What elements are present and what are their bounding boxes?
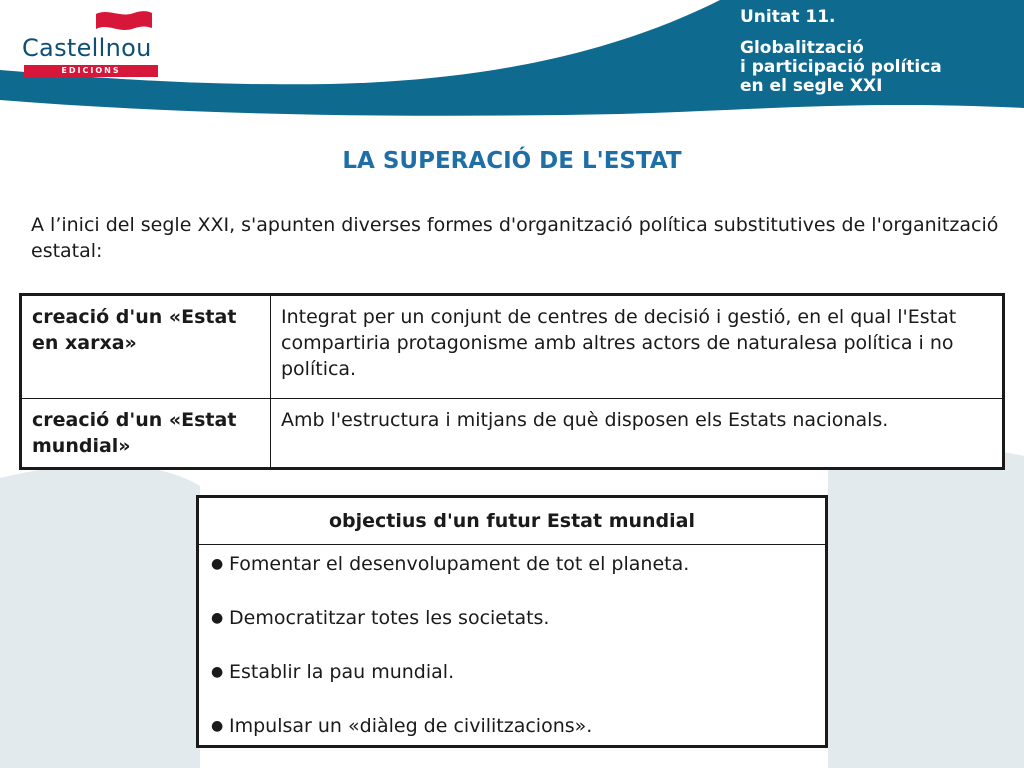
list-item — [209, 659, 815, 685]
definition-term: creació d'un «Estat en xarxa» — [21, 295, 271, 399]
objectives-heading: objectius d'un futur Estat mundial — [198, 497, 827, 545]
list-item — [209, 713, 815, 739]
objective-text: Impulsar un «diàleg de civilitzacions». — [229, 715, 593, 737]
table-row — [21, 295, 1004, 399]
objectives-body — [198, 545, 827, 747]
intro-paragraph: A l’inici del segle XXI, s'apunten diverses formes d'organització política substitutives de l'organització estatal: — [31, 214, 999, 262]
brand-name: Castellnou — [22, 34, 152, 62]
bullet-icon: ● — [211, 718, 224, 734]
unit-label: Unitat 11. — [740, 7, 836, 27]
list-item — [209, 605, 815, 631]
bullet-icon: ● — [211, 610, 224, 626]
unit-title-line: i participació política — [740, 57, 942, 77]
definition-description: Amb l'estructura i mitjans de què disposen els Estats nacionals. — [271, 399, 1004, 469]
objectives-list — [209, 551, 815, 739]
footer-wave — [0, 464, 200, 768]
unit-header — [740, 8, 1020, 96]
footer-wave-right — [828, 447, 1024, 768]
objective-text: Fomentar el desenvolupament de tot el planeta. — [229, 553, 690, 575]
definition-description: Integrat per un conjunt de centres de decisió i gestió, en el qual l'Estat compartiria protagonisme amb altres actors de naturalesa política i no política. — [271, 295, 1004, 399]
brand-logo — [20, 8, 160, 78]
unit-title-line: Globalització — [740, 38, 864, 58]
unit-title-line: en el segle XXI — [740, 76, 883, 96]
brand-subtitle: EDICIONS — [24, 65, 158, 77]
objectives-box — [196, 495, 828, 748]
flag-icon — [94, 8, 154, 34]
definitions-table — [19, 293, 1005, 470]
definition-term: creació d'un «Estat mundial» — [21, 399, 271, 469]
list-item — [209, 551, 815, 577]
bullet-icon: ● — [211, 556, 224, 572]
objectives-header-row — [198, 497, 827, 545]
slide-title: LA SUPERACIÓ DE L'ESTAT — [342, 148, 682, 174]
table-row — [21, 399, 1004, 469]
unit-title — [740, 39, 1020, 96]
bullet-icon: ● — [211, 664, 224, 680]
objective-text: Establir la pau mundial. — [229, 661, 455, 683]
objective-text: Democratitzar totes les societats. — [229, 607, 550, 629]
objectives-body-row — [198, 545, 827, 747]
